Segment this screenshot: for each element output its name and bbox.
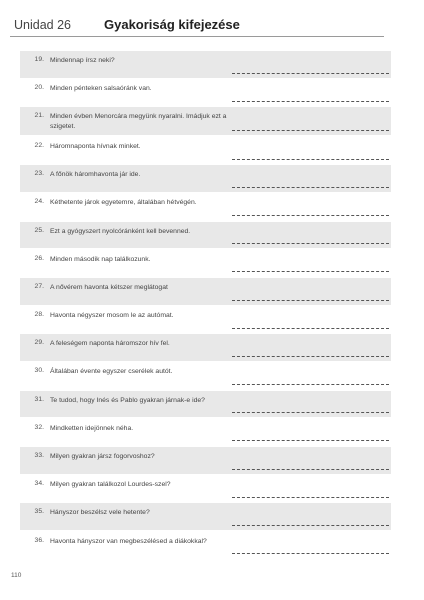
exercise-list: [20, 51, 391, 560]
exercise-number: 25.: [34, 226, 44, 234]
exercise-number: 36.: [34, 536, 44, 544]
exercise-number: 32.: [34, 423, 44, 431]
exercise-row: [20, 165, 391, 192]
exercise-sentence: A nővérem havonta kétszer meglátogat: [50, 283, 168, 291]
exercise-sentence: Milyen gyakran jársz fogorvoshoz?: [50, 453, 155, 461]
answer-line[interactable]: [232, 243, 389, 244]
answer-line[interactable]: [232, 356, 389, 357]
answer-line[interactable]: [232, 384, 389, 385]
answer-line[interactable]: [232, 159, 389, 160]
exercise-row: [20, 306, 391, 333]
answer-line[interactable]: [232, 300, 389, 301]
exercise-number: 30.: [34, 367, 44, 375]
answer-line[interactable]: [232, 187, 389, 188]
exercise-number: 29.: [34, 339, 44, 347]
exercise-number: 31.: [34, 395, 44, 403]
exercise-sentence: Mindketten idejönnek néha.: [50, 424, 134, 432]
exercise-number: 35.: [34, 508, 44, 516]
exercise-number: 33.: [34, 452, 44, 460]
exercise-row: [20, 193, 391, 220]
exercise-row: [20, 447, 391, 474]
exercise-sentence: Hányszor beszélsz vele hetente?: [50, 509, 150, 517]
answer-line[interactable]: [232, 101, 389, 102]
exercise-row: [20, 51, 391, 78]
exercise-sentence: Minden évben Menorcára megyünk nyaralni. Imádjuk ezt a szigetet.: [50, 113, 227, 131]
exercise-row: [20, 419, 391, 446]
exercise-number: 28.: [34, 311, 44, 319]
answer-line[interactable]: [232, 328, 389, 329]
exercise-sentence: Milyen gyakran találkozol Lourdes-szel?: [50, 481, 171, 489]
exercise-number: 21.: [34, 112, 44, 120]
exercise-row: [20, 278, 391, 305]
answer-line[interactable]: [232, 440, 389, 441]
exercise-row: [20, 79, 391, 106]
exercise-number: 22.: [34, 141, 44, 149]
exercise-row: [20, 250, 391, 277]
answer-line[interactable]: [232, 271, 389, 272]
exercise-sentence: Minden második nap találkozunk.: [50, 255, 151, 263]
exercise-row: [20, 362, 391, 389]
exercise-row: [20, 475, 391, 502]
page-title: Gyakoriság kifejezése: [104, 17, 240, 32]
exercise-row: [20, 391, 391, 418]
exercise-number: 19.: [34, 56, 44, 63]
exercise-row: [20, 334, 391, 361]
exercise-row: [20, 503, 391, 530]
exercise-sentence: Minden pénteken salsaóránk van.: [50, 85, 152, 93]
exercise-sentence: A feleségem naponta háromszor hív fel.: [50, 340, 170, 348]
exercise-sentence: Háromnaponta hívnak minket.: [50, 142, 141, 150]
exercise-row: [20, 222, 391, 249]
answer-line[interactable]: [232, 215, 389, 216]
exercise-sentence: Ezt a gyógyszert nyolcóránként kell bevenned.: [50, 227, 191, 235]
answer-line[interactable]: [232, 469, 389, 470]
exercise-number: 20.: [34, 84, 44, 92]
exercise-sentence: Kéthetente járok egyetemre, általában hétvégén.: [50, 199, 197, 207]
exercise-sentence: Havonta négyszer mosom le az autómat.: [50, 312, 174, 320]
unit-label: Unidad 26: [14, 18, 71, 32]
answer-line[interactable]: [232, 497, 389, 498]
answer-line[interactable]: [232, 553, 389, 554]
unit-header: [10, 16, 384, 37]
exercise-sentence: Te tudod, hogy Inés és Pablo gyakran járnak-e ide?: [50, 396, 205, 404]
exercise-number: 34.: [34, 480, 44, 488]
exercise-number: 27.: [34, 282, 44, 290]
page-number: 110: [11, 572, 22, 579]
exercise-row: [20, 137, 391, 164]
exercise-number: 23.: [34, 170, 44, 178]
answer-line[interactable]: [232, 412, 389, 413]
exercise-sentence: Mindennap írsz neki?: [50, 57, 115, 64]
answer-line[interactable]: [232, 73, 389, 74]
answer-line[interactable]: [232, 130, 389, 131]
exercise-sentence: Havonta hányszor van megbeszélésed a diákokkal?: [50, 537, 207, 545]
exercise-sentence: A főnök háromhavonta jár ide.: [50, 171, 141, 179]
answer-line[interactable]: [232, 525, 389, 526]
exercise-row: [20, 532, 391, 559]
exercise-number: 26.: [34, 254, 44, 262]
exercise-sentence: Általában évente egyszer cserélek autót.: [50, 368, 173, 376]
exercise-row: [20, 107, 391, 135]
exercise-number: 24.: [34, 198, 44, 206]
